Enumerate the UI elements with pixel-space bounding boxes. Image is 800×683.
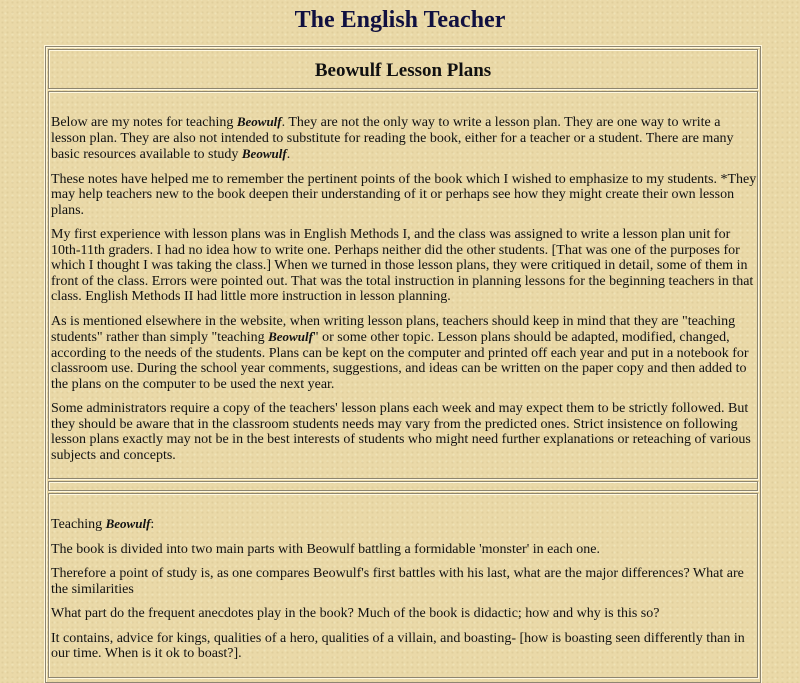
teaching-paragraph-2: Therefore a point of study is, as one compares Beowulf's first battles with his last, what are the major differences? What are the similarities xyxy=(51,566,744,597)
intro-p4-text-b: " or some other topic. Lesson plans should be adapted, modified, changed, according to the needs of the students. Plans can be kept on the computer and printed off each year and put in a notebook for classroom use. During the school year comments, suggestions, and ideas can be written on the paper copy and then added to the plans on the computer to be used the next year. xyxy=(51,330,749,392)
teaching-label xyxy=(51,516,757,533)
content-table xyxy=(45,46,761,683)
intro-paragraph-3: My first experience with lesson plans was in English Methods I, and the class was assigned to write a lesson plan unit for 10th-11th graders. I had no idea how to write one. Perhaps neither did the other students. [That was one of the purposes for which I thought I was taking the class.] When we turned in those lesson plans, they were critiqued in detail, some of them in front of the class. Errors were pointed out. That was the total instruction in planning lessons for the beginning teachers in that class. English Methods II had little more instruction in lesson planning. xyxy=(51,227,754,304)
teaching-paragraph-1: The book is divided into two main parts with Beowulf battling a formidable 'monster' in each one. xyxy=(51,541,600,557)
intro-p1-text-a: Below are my notes for teaching xyxy=(51,115,237,130)
teaching-section xyxy=(48,493,758,678)
intro-p1-text-b: . They are not the only way to write a lesson plan. They are one way to write a lesson plan. They are also not intended to substitute for reading the book, either for a teacher or a student. There are many basic resources available to study xyxy=(51,115,734,162)
intro-paragraph-4 xyxy=(51,314,757,393)
book-title: Beowulf xyxy=(268,329,313,344)
section-divider xyxy=(48,481,758,491)
site-title: The English Teacher xyxy=(294,7,506,33)
intro-p1-text-c: . xyxy=(286,147,291,162)
intro-section xyxy=(48,91,758,479)
intro-p4-text-a: As is mentioned elsewhere in the website, when writing lesson plans, teachers should keep in mind that they are "teaching students" rather than simply "teaching xyxy=(51,313,736,345)
intro-paragraph-2: These notes have helped me to remember the pertinent points of the book which I wished to emphasize to my students. *They may help teachers new to the book deepen their understanding of it or perhaps see how they might create their own lesson plans. xyxy=(51,171,757,218)
teaching-paragraph-3: What part do the frequent anecdotes play in the book? Much of the book is didactic; how and why is this so? xyxy=(51,606,660,621)
intro-paragraph-1 xyxy=(51,114,757,163)
page-heading: Beowulf Lesson Plans xyxy=(314,60,492,81)
heading-cell xyxy=(48,49,758,89)
teaching-paragraph-4: It contains, advice for kings, qualities of a hero, qualities of a villain, and boasting- [how is boasting seen differently than in our time. When is it ok to boast?]. xyxy=(51,630,745,661)
intro-paragraph-5: Some administrators require a copy of the teachers' lesson plans each week and may expect them to be strictly followed. But they should be aware that in the classroom students needs may vary from the predicted ones. Strict insistence on following lesson plans exactly may not be in the best interests of students who might need further explanations or reteaching of various subjects and concepts. xyxy=(51,401,751,463)
teaching-label-text-a: Teaching xyxy=(51,517,106,532)
book-title: Beowulf xyxy=(241,146,287,161)
book-title: Beowulf xyxy=(236,114,282,129)
teaching-label-text-b: : xyxy=(150,517,155,532)
book-title: Beowulf xyxy=(105,516,151,531)
